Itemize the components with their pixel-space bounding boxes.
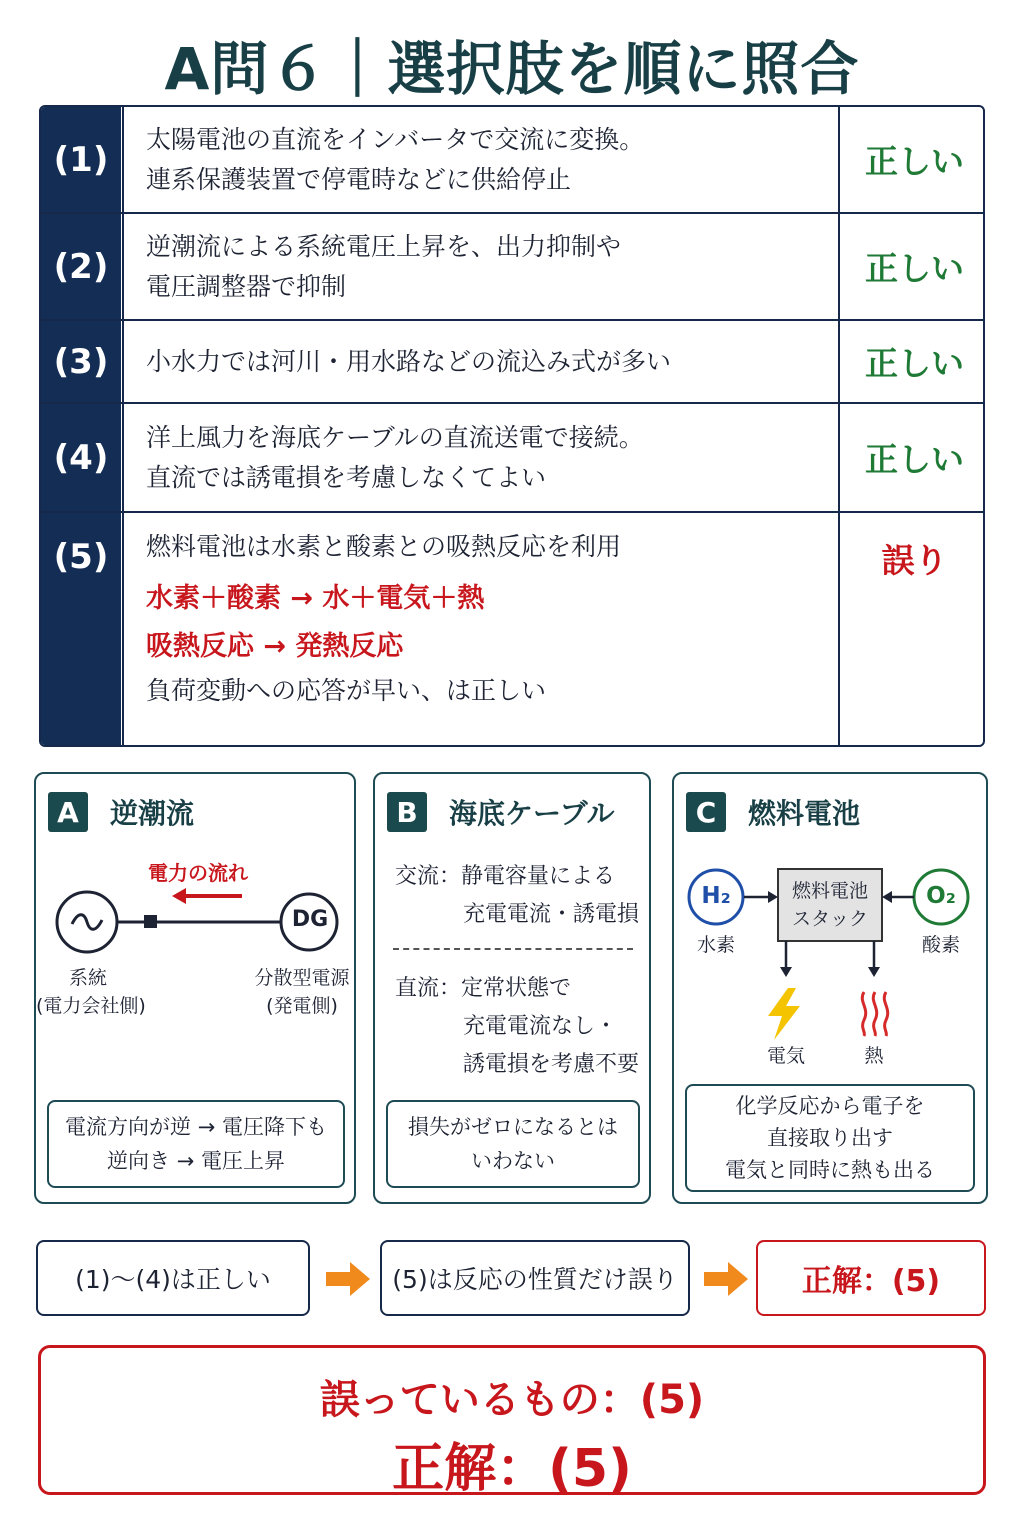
choice-row-5 [41, 513, 983, 747]
panel-reverse-flow [34, 772, 356, 1204]
connection-node [144, 915, 157, 928]
dg-label-line: (発電側) [266, 995, 338, 1017]
ac-section [395, 858, 639, 934]
choice-number: (3) [53, 341, 109, 382]
arrow-head-icon [780, 967, 792, 977]
arrow-head-icon [768, 891, 778, 903]
dc-text: 定常状態で [461, 976, 572, 1001]
panel-note [47, 1100, 345, 1188]
stack-label-line: スタック [791, 908, 868, 930]
page-title: A問６｜選択肢を順に照合 [164, 35, 860, 103]
dc-text: 誘電損を考慮不要 [463, 1052, 640, 1077]
panel-title: 燃料電池 [748, 797, 861, 830]
choice-text: 逆潮流による系統電圧上昇を、出力抑制や [146, 231, 622, 261]
orange-arrow-icon [704, 1262, 748, 1296]
final-answer-text: 正解：(5) [392, 1439, 632, 1499]
choice-row-1 [41, 107, 983, 214]
flow-step-1: (1)～(4)は正しい [36, 1240, 310, 1316]
choice-text: 直流では誘電損を考慮しなくてよい [146, 462, 547, 492]
divider [393, 948, 633, 950]
panel-title: 逆潮流 [110, 797, 195, 830]
hydrogen-symbol: H₂ [701, 883, 731, 909]
panel-submarine-cable [373, 772, 651, 1204]
ac-text: 充電電流・誘電損 [463, 902, 640, 927]
arrow-head-icon [172, 888, 186, 904]
choice-text: 小水力では河川・用水路などの流込み式が多い [146, 346, 672, 376]
arrow-head-icon [882, 891, 892, 903]
orange-arrow-icon [326, 1262, 370, 1296]
panel-header [48, 792, 194, 832]
verdict-wrong: 誤り [881, 541, 948, 580]
choices-table [39, 105, 985, 747]
power-flow-label: 電力の流れ [148, 861, 248, 885]
panel-note [685, 1084, 975, 1192]
panel-header [686, 792, 860, 832]
note-line: いわない [471, 1149, 555, 1173]
panel-note [386, 1100, 640, 1188]
choice-number: (2) [53, 246, 109, 287]
panel-badge: C [686, 792, 726, 832]
arrow-head-icon [868, 967, 880, 977]
dc-section [395, 970, 639, 1084]
ac-heading: 交流： [395, 864, 462, 889]
answer-box [38, 1345, 986, 1499]
choice-description [122, 107, 840, 212]
note-line: 逆向き → 電圧上昇 [107, 1149, 285, 1173]
choice-text: 負荷変動への応答が早い、は正しい [146, 676, 547, 705]
stack-label [778, 877, 882, 933]
ac-text: 静電容量による [461, 864, 616, 889]
dg-label-line: 分散型電源 [254, 967, 350, 989]
choice-text: 太陽電池の直流をインバータで交流に変換。 [146, 124, 645, 154]
flow-step-2: (5)は反応の性質だけ誤り [380, 1240, 690, 1316]
hydrogen-label: 水素 [696, 934, 735, 956]
grid-label-line: (電力会社側) [36, 995, 146, 1017]
oxygen-symbol: O₂ [926, 883, 956, 909]
panel-badge: A [48, 792, 88, 832]
choice-text: 燃料電池は水素と酸素との吸熱反応を利用 [146, 532, 622, 561]
choice-number: (5) [53, 537, 109, 577]
choice-number: (4) [53, 437, 109, 478]
reaction-correction: 吸熱反応 → 発熱反応 [146, 631, 404, 662]
dg-source-label [246, 964, 358, 1020]
flow-step-answer: 正解：(5) [756, 1240, 986, 1316]
choice-text: 洋上風力を海底ケーブルの直流送電で接続。 [146, 422, 644, 452]
choice-number: (1) [53, 139, 109, 180]
choice-description [122, 214, 840, 319]
panel-header [387, 792, 614, 832]
verdict-correct: 正しい [865, 142, 964, 181]
note-line: 化学反応から電子を [735, 1094, 925, 1118]
reaction-formula: 水素＋酸素 → 水＋電気＋熱 [146, 583, 485, 614]
electricity-label: 電気 [766, 1045, 805, 1067]
choice-text: 電圧調整器で抑制 [146, 271, 347, 301]
dc-heading: 直流： [395, 976, 462, 1001]
panel-badge: B [387, 792, 427, 832]
heat-icon [862, 992, 887, 1036]
grid-label [36, 964, 146, 1020]
note-line: 電流方向が逆 → 電圧降下も [65, 1115, 327, 1139]
verdict-correct: 正しい [865, 249, 964, 288]
lightning-icon [768, 988, 800, 1040]
choice-row-2 [41, 214, 983, 321]
grid-label-line: 系統 [68, 967, 107, 989]
choice-text: 連系保護装置で停電時などに供給停止 [146, 164, 572, 194]
choice-description [122, 513, 840, 747]
verdict-correct: 正しい [865, 344, 964, 383]
wrong-choice-text: 誤っているもの：(5) [319, 1377, 705, 1423]
heat-label: 熱 [864, 1045, 884, 1067]
dg-label: DG [291, 907, 329, 932]
choice-row-4 [41, 404, 983, 513]
choice-description [122, 404, 840, 511]
note-line: 電気と同時に熱も出る [725, 1158, 935, 1182]
dc-text: 充電電流なし・ [463, 1014, 618, 1039]
choice-description [122, 321, 840, 402]
panel-fuel-cell [672, 772, 988, 1204]
note-line: 直接取り出す [767, 1126, 893, 1150]
choice-row-3 [41, 321, 983, 404]
panel-title: 海底ケーブル [449, 797, 615, 830]
stack-label-line: 燃料電池 [791, 880, 868, 902]
verdict-correct: 正しい [865, 440, 964, 479]
note-line: 損失がゼロになるとは [408, 1115, 618, 1139]
oxygen-label: 酸素 [921, 934, 960, 956]
